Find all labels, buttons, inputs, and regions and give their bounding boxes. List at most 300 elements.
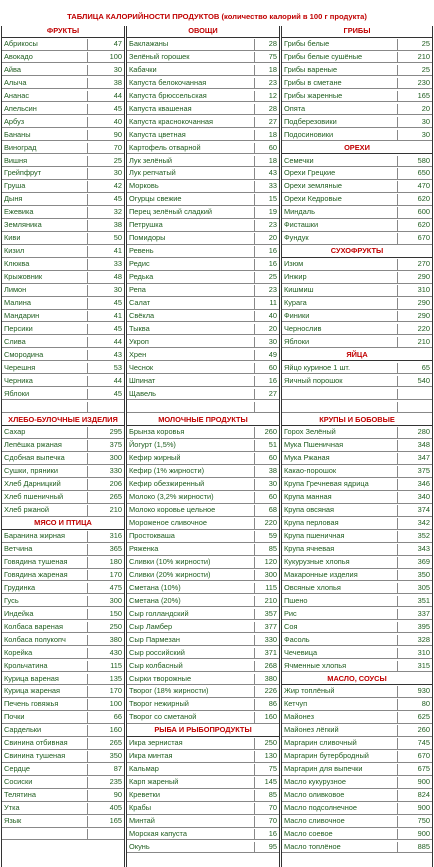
table-row	[2, 674, 124, 686]
product-name: Мука Пшеничная	[284, 440, 344, 450]
table-row	[282, 829, 432, 841]
calorie-value: 120	[254, 557, 279, 568]
calorie-value: 900	[397, 803, 432, 814]
table-row	[127, 453, 279, 465]
section-header-label: ФРУКТЫ	[46, 26, 80, 35]
calorie-value: 340	[397, 492, 432, 503]
calorie-value: 675	[397, 764, 432, 775]
table-row	[127, 764, 279, 776]
table-row	[2, 596, 124, 608]
product-name: Сосиски	[4, 777, 33, 787]
calorie-value: 405	[87, 803, 124, 814]
table-row	[282, 777, 432, 789]
product-name: Пшено	[284, 595, 308, 605]
table-row	[282, 479, 432, 491]
section-header	[2, 415, 124, 427]
calorie-value: 48	[87, 272, 124, 283]
table-row	[2, 479, 124, 491]
product-name: Мука Ржаная	[284, 453, 330, 463]
table-row	[282, 686, 432, 698]
calorie-value: 170	[87, 686, 124, 697]
product-name: Корейка	[4, 647, 33, 657]
product-name: Укроп	[129, 336, 149, 346]
calorie-value: 43	[254, 168, 279, 179]
calorie-value: 430	[87, 648, 124, 659]
calorie-value: 180	[87, 557, 124, 568]
table-row	[127, 583, 279, 595]
calorie-value: 70	[254, 803, 279, 814]
calorie-value: 310	[397, 648, 432, 659]
table-row	[2, 402, 124, 414]
calorie-value: 20	[254, 324, 279, 335]
calorie-value: 210	[397, 337, 432, 348]
table-row	[282, 699, 432, 711]
calorie-value: 33	[87, 259, 124, 270]
calorie-value: 145	[254, 777, 279, 788]
table-row	[127, 674, 279, 686]
calorie-value: 60	[254, 492, 279, 503]
table-row	[127, 104, 279, 116]
calorie-value: 290	[397, 311, 432, 322]
calorie-value: 25	[397, 39, 432, 50]
product-name: Орехи Кедровые	[284, 194, 342, 204]
product-name: Печень говяжья	[4, 699, 59, 709]
calorie-value: 28	[254, 39, 279, 50]
product-name: Ветчина	[4, 544, 33, 553]
table-row	[282, 544, 432, 556]
table-row	[127, 544, 279, 556]
table-row	[282, 609, 432, 621]
table-row	[2, 156, 124, 168]
table-row	[282, 156, 432, 168]
product-name: Кишмиш	[284, 285, 314, 294]
table-row	[282, 725, 432, 737]
calorie-value: 620	[397, 194, 432, 205]
calorie-value: 351	[397, 596, 432, 607]
table-row	[127, 39, 279, 51]
calorie-value: 100	[87, 699, 124, 710]
product-name: Масло соевое	[284, 828, 333, 838]
table-row	[127, 207, 279, 219]
calorie-value: 40	[87, 117, 124, 128]
table-row	[2, 790, 124, 802]
product-name: Ревень	[129, 246, 154, 256]
product-name: Крупа манная	[284, 492, 332, 502]
table-row	[127, 661, 279, 673]
table-row	[282, 518, 432, 530]
col-right	[281, 26, 433, 867]
calorie-value: 475	[87, 583, 124, 594]
calorie-value: 60	[254, 453, 279, 464]
calorie-value: 350	[397, 570, 432, 581]
table-row	[2, 389, 124, 401]
table-row	[282, 622, 432, 634]
table-row	[127, 440, 279, 452]
product-name: Шпинат	[129, 375, 156, 385]
product-name: Грудинка	[4, 582, 36, 592]
table-row	[2, 829, 124, 841]
product-name: Черника	[4, 375, 33, 385]
calorie-value: 30	[87, 65, 124, 76]
table-row	[282, 104, 432, 116]
table-row	[2, 712, 124, 724]
table-row	[127, 803, 279, 815]
table-row	[282, 440, 432, 452]
product-name: Зелёный горошек	[129, 51, 190, 61]
product-name: Помидоры	[129, 233, 166, 243]
calorie-value: 18	[254, 65, 279, 76]
table-row	[127, 505, 279, 517]
table-row	[282, 298, 432, 310]
product-name: Почки	[4, 712, 25, 722]
product-name: Лук зелёный	[129, 155, 173, 165]
calorie-value: 265	[87, 492, 124, 503]
table-row	[282, 466, 432, 478]
calorie-value: 95	[254, 842, 279, 853]
table-row	[282, 764, 432, 776]
table-row	[2, 78, 124, 90]
product-name: Подосиновики	[284, 129, 334, 139]
product-name: Авокадо	[4, 51, 33, 61]
section-header-label: ОРЕХИ	[344, 142, 370, 152]
product-name: Грибы в сметане	[284, 77, 342, 87]
product-name: Масло оливковое	[284, 790, 345, 800]
calorie-value: 45	[87, 104, 124, 115]
product-name: Маргарин бутербродный	[284, 751, 369, 761]
product-name: Груша	[4, 181, 26, 191]
table-row	[2, 725, 124, 737]
product-name: Кукурузные хлопья	[284, 556, 350, 566]
calorie-value: 45	[87, 389, 124, 400]
calorie-value	[87, 402, 124, 413]
table-row	[127, 259, 279, 271]
calorie-value: 377	[254, 622, 279, 633]
table-row	[2, 285, 124, 297]
table-row	[2, 635, 124, 647]
calorie-value: 220	[254, 518, 279, 529]
section-header-label: ХЛЕБО-БУЛОЧНЫЕ ИЗДЕЛИЯ	[8, 414, 118, 424]
table-row	[127, 686, 279, 698]
product-name: Тыква	[129, 323, 150, 333]
calorie-value: 70	[87, 143, 124, 154]
table-row	[2, 311, 124, 323]
section-header	[2, 26, 124, 38]
calorie-value: 824	[397, 790, 432, 801]
product-name: Икра зернистая	[129, 738, 183, 748]
calorie-value: 23	[254, 220, 279, 231]
table-row	[282, 570, 432, 582]
calorie-value: 165	[87, 816, 124, 827]
product-name: Мандарин	[4, 310, 40, 320]
table-row	[2, 453, 124, 465]
product-name: Земляника	[4, 220, 42, 230]
table-row	[282, 168, 432, 180]
product-name: Дыня	[4, 194, 23, 204]
product-name: Макаронные изделия	[284, 569, 358, 579]
product-name: Кабачки	[129, 64, 157, 74]
table-row	[2, 544, 124, 556]
calorie-value: 380	[87, 635, 124, 646]
calorie-value: 42	[87, 181, 124, 192]
product-name: Крупа перловая	[284, 518, 339, 528]
table-row	[282, 505, 432, 517]
product-name: Жир топлёный	[284, 686, 335, 696]
calorie-value: 90	[87, 790, 124, 801]
product-name: Майонез	[284, 712, 315, 722]
table-row	[2, 194, 124, 206]
table-row	[127, 389, 279, 401]
table-row	[282, 738, 432, 750]
calorie-value: 290	[397, 272, 432, 283]
table-row	[127, 751, 279, 763]
product-name: Кизил	[4, 246, 25, 256]
table-row	[127, 518, 279, 530]
table-row	[2, 492, 124, 504]
product-name: Грейпфрут	[4, 168, 42, 178]
product-name: Гусь	[4, 595, 19, 605]
table-row	[282, 220, 432, 232]
product-name: Вишня	[4, 155, 28, 165]
product-name: Яблоки	[4, 388, 30, 398]
product-name: Свёкла	[129, 310, 155, 320]
product-name: Щавель	[129, 388, 156, 398]
calorie-value: 350	[87, 751, 124, 762]
calorie-value: 86	[254, 699, 279, 710]
product-name: Свинина отбивная	[4, 738, 68, 748]
table-row	[2, 376, 124, 388]
calorie-value: 80	[397, 699, 432, 710]
section-header	[127, 415, 279, 427]
table-row	[282, 557, 432, 569]
calorie-value: 53	[87, 363, 124, 374]
table-row	[2, 181, 124, 193]
product-name: Крольчатина	[4, 660, 48, 670]
calorie-value: 45	[87, 324, 124, 335]
table-row	[2, 751, 124, 763]
calorie-value: 15	[254, 194, 279, 205]
table-row	[2, 738, 124, 750]
product-name: Перец зелёный сладкий	[129, 207, 213, 217]
calorie-value: 930	[397, 686, 432, 697]
table-row	[282, 311, 432, 323]
calorie-value: 27	[254, 117, 279, 128]
calorie-value: 165	[397, 91, 432, 102]
product-name: Морковь	[129, 181, 159, 191]
calorie-value: 85	[254, 790, 279, 801]
table-row	[2, 233, 124, 245]
section-header	[282, 674, 432, 686]
section-header	[282, 143, 432, 155]
table-row	[282, 130, 432, 142]
table-row	[2, 583, 124, 595]
product-name: Капуста квашеная	[129, 103, 192, 113]
calorie-value: 130	[254, 751, 279, 762]
product-name: Грибы белые	[284, 38, 330, 48]
calorie-value: 70	[254, 816, 279, 827]
section-header-label: ГРИБЫ	[343, 26, 371, 35]
calorie-value	[397, 402, 432, 413]
product-name: Слива	[4, 336, 26, 346]
product-name: Семечки	[284, 155, 314, 165]
product-name: Киви	[4, 233, 21, 243]
product-name: Абрикосы	[4, 38, 38, 48]
table-row	[2, 440, 124, 452]
product-name: Сыр голландский	[129, 608, 189, 618]
product-name: Ананас	[4, 90, 30, 100]
product-name: Ряженка	[129, 544, 159, 553]
product-name: Хрен	[129, 349, 147, 359]
calorie-value: 30	[87, 285, 124, 296]
table-row	[282, 635, 432, 647]
product-name: Хлеб Дарницкий	[4, 479, 61, 489]
calorie-value: 40	[254, 311, 279, 322]
table-row	[2, 570, 124, 582]
table-row	[282, 91, 432, 103]
table-row	[2, 686, 124, 698]
table-row	[2, 777, 124, 789]
table-row	[282, 65, 432, 77]
calorie-value: 43	[87, 350, 124, 361]
calorie-value: 348	[397, 440, 432, 451]
calorie-value: 25	[254, 272, 279, 283]
product-name: Подберезовики	[284, 116, 337, 126]
product-name: Молоко коровье цельное	[129, 505, 216, 515]
calorie-value: 16	[254, 246, 279, 257]
table-row	[2, 622, 124, 634]
table-row	[2, 427, 124, 439]
product-name: Сметана (20%)	[129, 595, 181, 605]
table-row	[282, 363, 432, 375]
calorie-value	[254, 402, 279, 413]
product-name: Язык	[4, 815, 22, 825]
calorie-value: 342	[397, 518, 432, 529]
calorie-value: 540	[397, 376, 432, 387]
product-name: Овсяные хлопья	[284, 582, 341, 592]
calorie-value: 380	[254, 674, 279, 685]
table-row	[127, 130, 279, 142]
table-row	[127, 117, 279, 129]
calorie-value: 670	[397, 751, 432, 762]
product-name: Репа	[129, 285, 146, 294]
product-name: Крупа ячневая	[284, 544, 335, 553]
calorie-value: 395	[397, 622, 432, 633]
calorie-value: 33	[254, 181, 279, 192]
table-row	[127, 337, 279, 349]
calorie-value: 375	[397, 466, 432, 477]
product-name: Творог со сметаной	[129, 712, 197, 722]
calorie-value: 470	[397, 181, 432, 192]
product-name: Сыр Ламбер	[129, 621, 173, 631]
calorie-value: 16	[254, 829, 279, 840]
calorie-value: 115	[254, 583, 279, 594]
product-name: Творог нежирный	[129, 699, 189, 709]
product-name: Яблоки	[284, 336, 310, 346]
product-name: Лепёшка ржаная	[4, 440, 62, 450]
product-name: Сырки творожные	[129, 673, 192, 683]
calorie-value: 32	[87, 207, 124, 218]
calorie-value: 268	[254, 661, 279, 672]
table-row	[127, 479, 279, 491]
calorie-value: 210	[254, 596, 279, 607]
section-header	[127, 26, 279, 38]
table-row	[282, 52, 432, 64]
table-row	[2, 661, 124, 673]
table-row	[127, 596, 279, 608]
product-name: Курица вареная	[4, 673, 59, 683]
table-row	[127, 298, 279, 310]
product-name: Ежевика	[4, 207, 34, 217]
table-row	[282, 337, 432, 349]
calorie-value: 300	[254, 570, 279, 581]
table-row	[282, 751, 432, 763]
product-name: Минтай	[129, 815, 155, 825]
calorie-value: 750	[397, 816, 432, 827]
product-name: Сердце	[4, 764, 30, 774]
product-name: Миндаль	[284, 207, 315, 217]
product-name: Яичный порошок	[284, 375, 343, 385]
calorie-value: 90	[87, 130, 124, 141]
table-row	[2, 466, 124, 478]
table-row	[2, 764, 124, 776]
table-row	[127, 635, 279, 647]
table-row	[282, 233, 432, 245]
product-name: Колбаса вареная	[4, 621, 63, 631]
section-header-label: ЯЙЦА	[346, 349, 368, 359]
product-name: Масло топлёное	[284, 841, 341, 851]
table-row	[127, 609, 279, 621]
table-row	[127, 350, 279, 362]
calorie-value: 100	[87, 52, 124, 63]
calorie-value: 310	[397, 285, 432, 296]
product-name: Грибы жаренные	[284, 90, 343, 100]
table-row	[127, 233, 279, 245]
calorie-value: 265	[87, 738, 124, 749]
table-row	[282, 194, 432, 206]
table-row	[2, 65, 124, 77]
table-row	[127, 65, 279, 77]
table-row	[282, 427, 432, 439]
calorie-value: 170	[87, 570, 124, 581]
table-row	[127, 738, 279, 750]
product-name: Капуста цветная	[129, 129, 186, 139]
calorie-value: 160	[254, 712, 279, 723]
table-row	[282, 376, 432, 388]
table-row	[2, 246, 124, 258]
calorie-value: 75	[254, 52, 279, 63]
table-row	[127, 363, 279, 375]
calorie-value: 374	[397, 505, 432, 516]
calorie-value: 295	[87, 427, 124, 438]
table-row	[127, 91, 279, 103]
calorie-value: 45	[87, 194, 124, 205]
product-name: Молоко (3,2% жирности)	[129, 492, 214, 502]
table-row	[2, 272, 124, 284]
product-name: Крупа овсяная	[284, 505, 335, 515]
table-row	[2, 505, 124, 517]
calorie-value: 337	[397, 609, 432, 620]
table-row	[127, 816, 279, 828]
calorie-value: 68	[254, 505, 279, 516]
calorie-value: 30	[254, 337, 279, 348]
section-header-label: СУХОФРУКТЫ	[330, 246, 384, 256]
calorie-value: 625	[397, 712, 432, 723]
product-name: Крупа Гречневая ядрица	[284, 479, 369, 489]
calorie-value: 300	[87, 596, 124, 607]
product-name: Баранина жирная	[4, 531, 66, 541]
product-name: Креветки	[129, 790, 160, 800]
calorie-value: 900	[397, 829, 432, 840]
calorie-value: 47	[87, 39, 124, 50]
